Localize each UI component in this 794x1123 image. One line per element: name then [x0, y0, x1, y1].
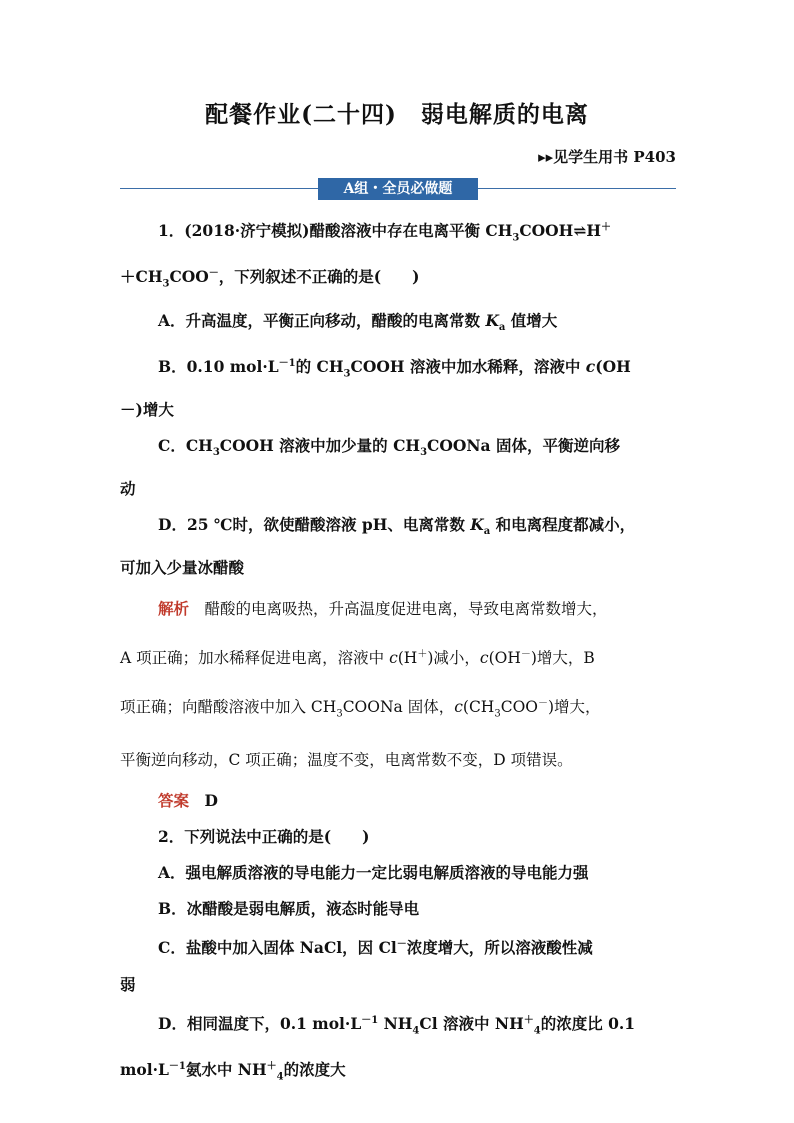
- q1-option-c: C．$CH_3COOH$ 溶液中加少量的 $CH_3COONa$ 固体，平衡逆向移: [158, 435, 620, 458]
- q1-analysis-2: A 项正确；加水稀释促进电离，溶液中 c(H＋)减小，c(OH－)增大，B: [120, 649, 595, 668]
- q1-analysis-3: 项正确；向醋酸溶液中加入 $CH_3COONa$ 固体，$c(CH_3COO^-)$增大，: [120, 698, 601, 720]
- analysis-label: 解析: [158, 599, 190, 619]
- q2-option-a: A．强电解质溶液的导电能力一定比弱电解质溶液的导电能力强: [158, 863, 589, 883]
- q1-answer: 答案 D: [158, 791, 218, 811]
- group-badge: A组・全员必做题: [318, 178, 478, 200]
- q2-option-c: C．盐酸中加入固体 NaCl，因 Cl－浓度增大，所以溶液酸性减: [158, 938, 593, 958]
- q2-option-b: B．冰醋酸是弱电解质，液态时能导电: [158, 899, 420, 919]
- q1-option-d: D．25 ℃时，欲使醋酸溶液 pH、电离常数 $K_a$ 和电离程度都减小，: [158, 514, 636, 538]
- q1-option-a: A．升高温度，平衡正向移动，醋酸的电离常数 $K_a$ 值增大: [158, 310, 558, 333]
- q1-option-b-cont: －)增大: [120, 399, 174, 419]
- q1-option-c-cont: 动: [120, 478, 136, 498]
- q1-analysis: 解析 醋酸的电离吸热，升高温度促进电离，导致电离常数增大，: [158, 599, 608, 619]
- textbook-reference: ▸▸见学生用书 P403: [538, 148, 676, 166]
- content: [120, 210, 678, 1095]
- q2-option-d: D．相同温度下，0.1 $mol\cdot L^{-1}$ $NH_4Cl$ 溶液中 $NH^+_4$的浓度比 0.1: [158, 1013, 636, 1036]
- q2-option-c-cont: 弱: [120, 974, 136, 994]
- q1-stem-cont: $+CH_3COO^-$，下列叙述不正确的是( ): [120, 267, 420, 290]
- page-title: 配餐作业(二十四) 弱电解质的电离: [205, 101, 589, 128]
- q2-stem: 2．下列说法中正确的是( ): [158, 827, 370, 847]
- q1-option-b: B．0.10 $mol\cdot L^{-1}$的 $CH_3COOH$ 溶液中加水稀释，溶液中 c(OH: [158, 356, 631, 379]
- q1-option-d-cont: 可加入少量冰醋酸: [120, 558, 245, 578]
- equilibrium-arrow-icon: ⇌: [573, 221, 587, 241]
- q1-stem: 1．(2018·济宁模拟)醋酸溶液中存在电离平衡 $CH_3COOH\rightleftharpoons H^+$: [158, 221, 611, 244]
- q1-analysis-4: 平衡逆向移动，C 项正确；温度不变，电离常数不变，D 项错误。: [120, 751, 573, 770]
- q2-option-d-cont: $mol\cdot L^{-1}$氨水中 $NH^+_4$的浓度大: [120, 1060, 346, 1083]
- answer-label: 答案: [158, 791, 190, 811]
